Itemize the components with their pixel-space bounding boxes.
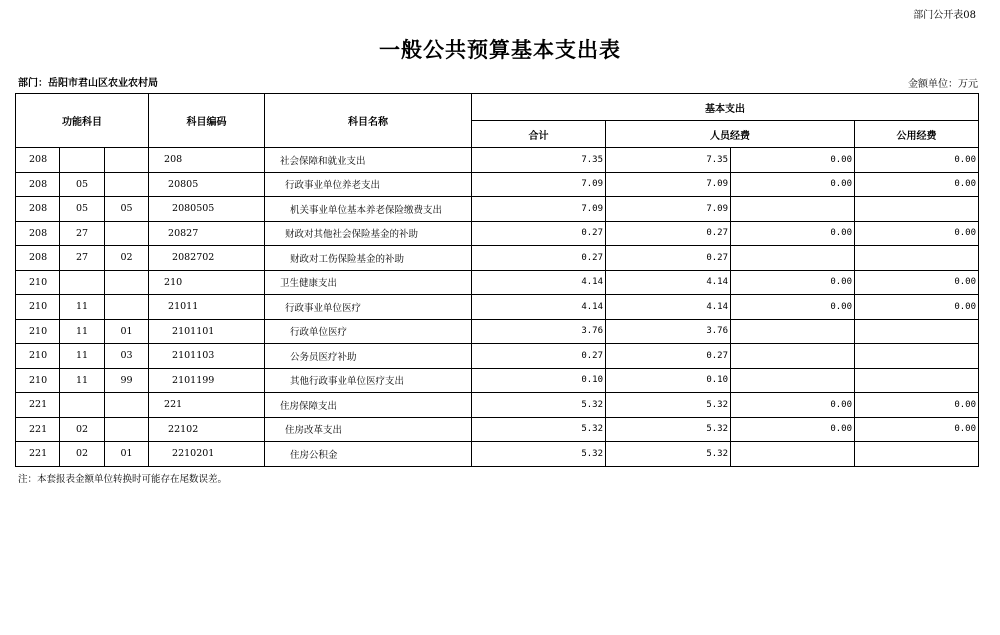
cell-total: 5.32 <box>472 417 606 442</box>
cell-item: 05 <box>60 172 105 197</box>
table-row <box>16 295 979 320</box>
table-row <box>16 197 979 222</box>
cell-public <box>731 197 855 222</box>
cell-total: 0.27 <box>472 246 606 271</box>
cell-public-2: 0.00 <box>855 148 979 173</box>
cell-public-2: 0.00 <box>855 221 979 246</box>
table-row <box>16 417 979 442</box>
cell-item <box>60 270 105 295</box>
document-code: 部门公开表08 <box>913 10 976 21</box>
cell-subject-code: 2082702 <box>149 246 265 271</box>
cell-public: 0.00 <box>731 417 855 442</box>
cell-public-2 <box>855 442 979 467</box>
header-personnel: 人员经费 <box>606 121 855 148</box>
header-total: 合计 <box>472 121 606 148</box>
cell-total: 5.32 <box>472 393 606 418</box>
cell-category: 221 <box>16 442 60 467</box>
cell-personnel: 0.27 <box>606 344 731 369</box>
cell-subject-name: 社会保障和就业支出 <box>265 148 472 173</box>
cell-item: 11 <box>60 295 105 320</box>
cell-public-2: 0.00 <box>855 172 979 197</box>
cell-subject-name: 行政事业单位养老支出 <box>265 172 472 197</box>
header-func: 功能科目 <box>16 94 149 148</box>
cell-total: 0.27 <box>472 344 606 369</box>
cell-subject-code: 20827 <box>149 221 265 246</box>
cell-subitem <box>105 417 149 442</box>
cell-subject-name: 住房保障支出 <box>265 393 472 418</box>
cell-public-2 <box>855 246 979 271</box>
cell-personnel: 4.14 <box>606 270 731 295</box>
table-row <box>16 270 979 295</box>
cell-personnel: 0.27 <box>606 221 731 246</box>
cell-public-2 <box>855 344 979 369</box>
page-title: 一般公共预算基本支出表 <box>379 37 621 62</box>
cell-item: 02 <box>60 417 105 442</box>
cell-total: 4.14 <box>472 295 606 320</box>
table-row <box>16 148 979 173</box>
cell-category: 210 <box>16 319 60 344</box>
cell-total: 4.14 <box>472 270 606 295</box>
cell-item: 11 <box>60 319 105 344</box>
cell-subject-name: 财政对其他社会保险基金的补助 <box>265 221 472 246</box>
header-public: 公用经费 <box>855 121 979 148</box>
cell-total: 7.35 <box>472 148 606 173</box>
cell-personnel: 4.14 <box>606 295 731 320</box>
header-code: 科目编码 <box>149 94 265 148</box>
department-label: 部门：岳阳市君山区农业农村局 <box>18 78 158 89</box>
cell-item: 27 <box>60 221 105 246</box>
cell-public: 0.00 <box>731 148 855 173</box>
cell-subject-name: 机关事业单位基本养老保险缴费支出 <box>265 197 472 222</box>
table-row <box>16 442 979 467</box>
cell-total: 3.76 <box>472 319 606 344</box>
cell-personnel: 7.09 <box>606 197 731 222</box>
table-body <box>16 148 979 467</box>
cell-subject-name: 住房公积金 <box>265 442 472 467</box>
cell-public: 0.00 <box>731 221 855 246</box>
cell-public: 0.00 <box>731 172 855 197</box>
cell-public: 0.00 <box>731 270 855 295</box>
cell-subject-code: 2101103 <box>149 344 265 369</box>
cell-subject-name: 其他行政事业单位医疗支出 <box>265 368 472 393</box>
header-name: 科目名称 <box>265 94 472 148</box>
cell-subitem <box>105 172 149 197</box>
cell-item: 11 <box>60 368 105 393</box>
cell-total: 5.32 <box>472 442 606 467</box>
cell-category: 208 <box>16 172 60 197</box>
cell-item: 27 <box>60 246 105 271</box>
table-row <box>16 172 979 197</box>
cell-subitem <box>105 393 149 418</box>
cell-category: 221 <box>16 393 60 418</box>
footnote: 注：本套报表金额单位转换时可能存在尾数误差。 <box>18 474 228 485</box>
cell-public-2 <box>855 368 979 393</box>
cell-subitem: 01 <box>105 319 149 344</box>
cell-subject-code: 2101101 <box>149 319 265 344</box>
cell-subitem: 05 <box>105 197 149 222</box>
cell-personnel: 7.35 <box>606 148 731 173</box>
table-row <box>16 368 979 393</box>
cell-public-2: 0.00 <box>855 417 979 442</box>
cell-public <box>731 442 855 467</box>
cell-category: 210 <box>16 295 60 320</box>
cell-total: 0.27 <box>472 221 606 246</box>
cell-subitem: 02 <box>105 246 149 271</box>
cell-public <box>731 344 855 369</box>
cell-item: 11 <box>60 344 105 369</box>
cell-subject-name: 卫生健康支出 <box>265 270 472 295</box>
cell-subject-code: 20805 <box>149 172 265 197</box>
cell-category: 208 <box>16 221 60 246</box>
cell-public-2: 0.00 <box>855 295 979 320</box>
cell-subject-code: 2080505 <box>149 197 265 222</box>
cell-subject-code: 22102 <box>149 417 265 442</box>
cell-personnel: 5.32 <box>606 417 731 442</box>
cell-total: 0.10 <box>472 368 606 393</box>
cell-personnel: 3.76 <box>606 319 731 344</box>
cell-category: 208 <box>16 148 60 173</box>
cell-public-2: 0.00 <box>855 393 979 418</box>
cell-subitem: 03 <box>105 344 149 369</box>
cell-category: 210 <box>16 368 60 393</box>
table-row <box>16 393 979 418</box>
cell-subitem: 99 <box>105 368 149 393</box>
cell-category: 210 <box>16 344 60 369</box>
cell-public <box>731 246 855 271</box>
cell-subitem <box>105 270 149 295</box>
table-row <box>16 221 979 246</box>
cell-category: 208 <box>16 246 60 271</box>
cell-public-2 <box>855 197 979 222</box>
cell-subitem <box>105 221 149 246</box>
table-row <box>16 319 979 344</box>
cell-item <box>60 148 105 173</box>
cell-item: 02 <box>60 442 105 467</box>
cell-subject-code: 221 <box>149 393 265 418</box>
cell-public-2: 0.00 <box>855 270 979 295</box>
cell-public <box>731 368 855 393</box>
unit-label: 金额单位：万元 <box>908 79 978 90</box>
cell-category: 221 <box>16 417 60 442</box>
cell-public <box>731 319 855 344</box>
cell-subitem: 01 <box>105 442 149 467</box>
cell-subject-code: 2101199 <box>149 368 265 393</box>
cell-item: 05 <box>60 197 105 222</box>
cell-subject-name: 住房改革支出 <box>265 417 472 442</box>
cell-personnel: 0.10 <box>606 368 731 393</box>
cell-category: 210 <box>16 270 60 295</box>
cell-subitem <box>105 148 149 173</box>
cell-subject-name: 财政对工伤保险基金的补助 <box>265 246 472 271</box>
cell-personnel: 5.32 <box>606 442 731 467</box>
cell-public-2 <box>855 319 979 344</box>
cell-subject-code: 208 <box>149 148 265 173</box>
cell-total: 7.09 <box>472 197 606 222</box>
cell-personnel: 5.32 <box>606 393 731 418</box>
cell-public: 0.00 <box>731 295 855 320</box>
table-row <box>16 246 979 271</box>
cell-subject-code: 2210201 <box>149 442 265 467</box>
header-basic: 基本支出 <box>472 94 979 121</box>
cell-personnel: 7.09 <box>606 172 731 197</box>
cell-subject-code: 21011 <box>149 295 265 320</box>
cell-subject-code: 210 <box>149 270 265 295</box>
cell-personnel: 0.27 <box>606 246 731 271</box>
cell-subject-name: 行政事业单位医疗 <box>265 295 472 320</box>
cell-subitem <box>105 295 149 320</box>
header-row-1 <box>16 94 979 121</box>
cell-subject-name: 公务员医疗补助 <box>265 344 472 369</box>
table-row <box>16 344 979 369</box>
cell-subject-name: 行政单位医疗 <box>265 319 472 344</box>
cell-category: 208 <box>16 197 60 222</box>
budget-table <box>15 93 979 467</box>
cell-public: 0.00 <box>731 393 855 418</box>
cell-item <box>60 393 105 418</box>
cell-total: 7.09 <box>472 172 606 197</box>
